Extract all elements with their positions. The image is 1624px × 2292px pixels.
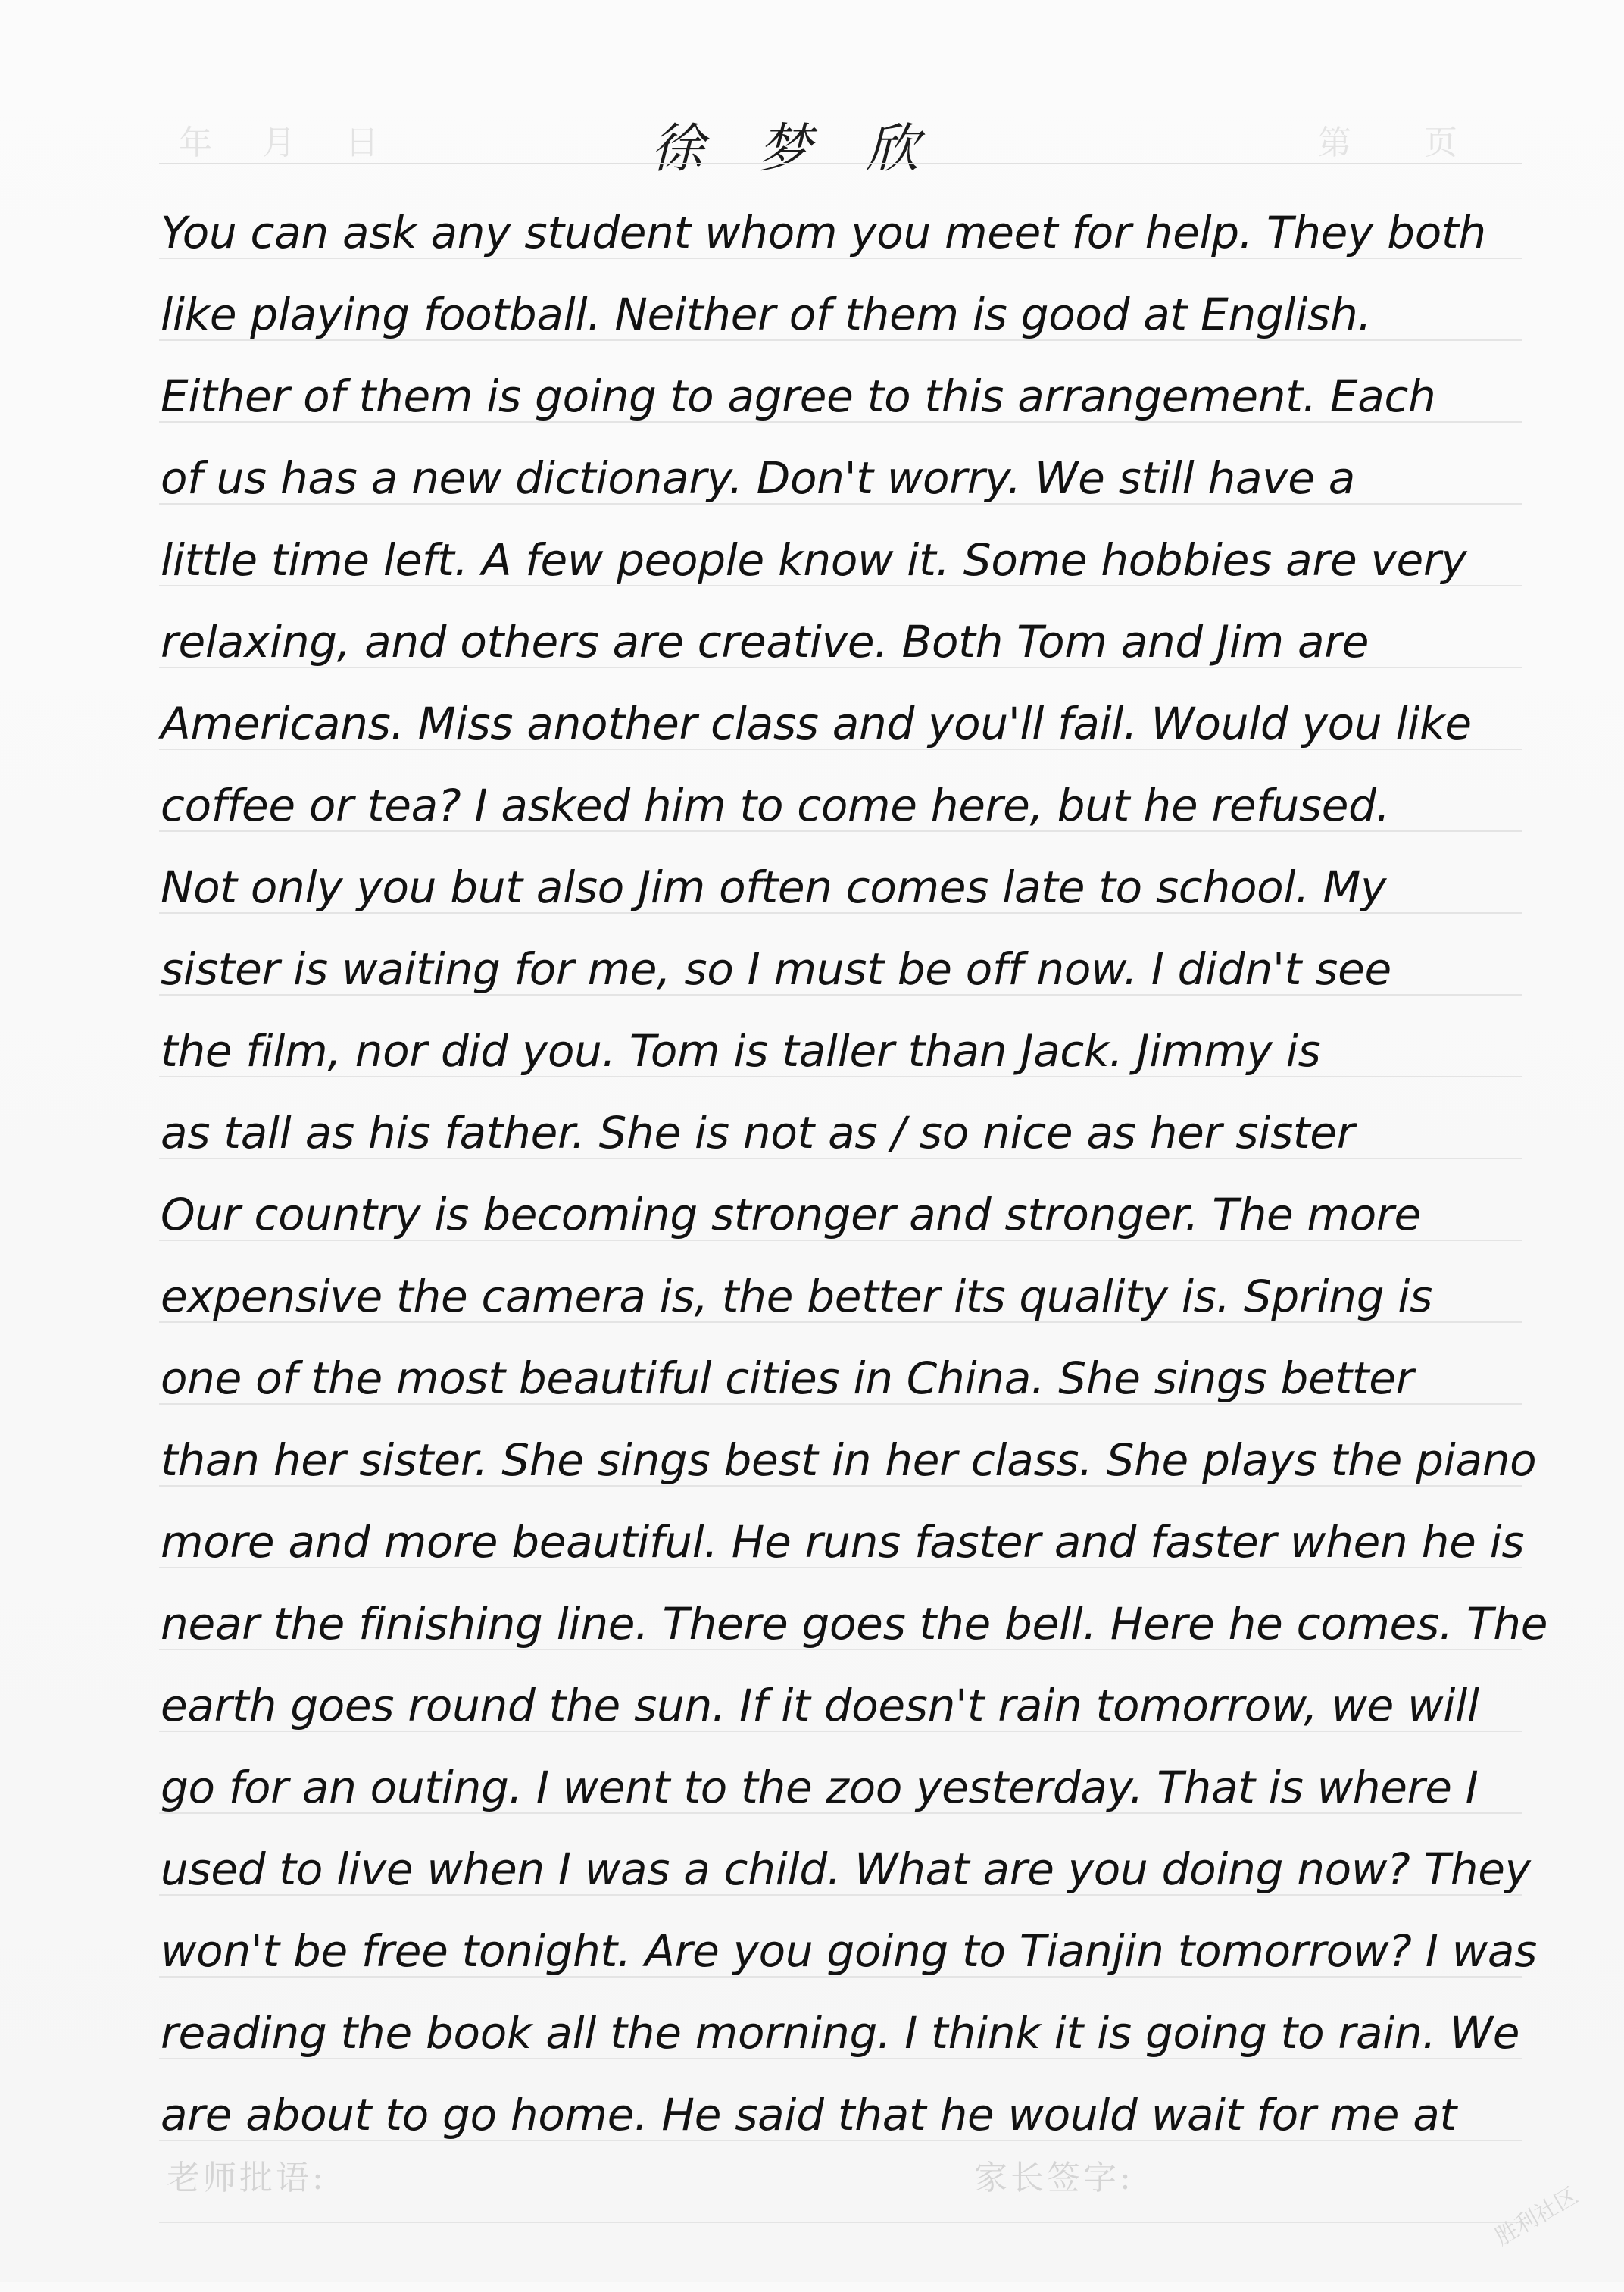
handwritten-line: won't be free tonight. Are you going to Tianjin tomorrow? I was [161, 1925, 1537, 1977]
handwritten-line: the film, nor did you. Tom is taller than Jack. Jimmy is [161, 1025, 1321, 1077]
ruled-line [159, 2222, 1522, 2223]
handwritten-line: more and more beautiful. He runs faster and faster when he is [161, 1516, 1525, 1568]
handwritten-line: reading the book all the morning. I think it is going to rain. We [161, 2007, 1520, 2059]
handwritten-line: little time left. A few people know it. Some hobbies are very [161, 534, 1467, 586]
handwritten-line: earth goes round the sun. If it doesn't rain tomorrow, we will [161, 1680, 1479, 1731]
handwritten-line: Americans. Miss another class and you'll fail. Would you like [161, 698, 1472, 749]
date-label: 年 月 日 [179, 124, 383, 162]
handwritten-line: coffee or tea? I asked him to come here, but he refused. [161, 780, 1390, 831]
author-signature: 徐梦欣 [651, 117, 973, 180]
handwritten-line: You can ask any student whom you meet for help. They both [161, 207, 1486, 258]
handwritten-line: are about to go home. He said that he would wait for me at [161, 2089, 1457, 2140]
handwritten-line: of us has a new dictionary. Don't worry. We still have a [161, 452, 1356, 504]
handwritten-line: sister is waiting for me, so I must be off now. I didn't see [161, 943, 1391, 995]
handwritten-line: used to live when I was a child. What are you doing now? They [161, 1843, 1531, 1895]
handwritten-line: than her sister. She sings best in her class. She plays the piano [161, 1434, 1537, 1486]
teacher-comment-label: 老师批语: [167, 2159, 326, 2197]
handwritten-line: relaxing, and others are creative. Both Tom and Jim are [161, 616, 1369, 668]
handwritten-line: Either of them is going to agree to this arrangement. Each [161, 371, 1436, 422]
handwritten-line: Our country is becoming stronger and stronger. The more [161, 1189, 1421, 1240]
handwritten-line: like playing football. Neither of them is good at English. [161, 289, 1372, 340]
handwritten-line: as tall as his father. She is not as / so nice as her sister [161, 1107, 1355, 1159]
page-number-label: 第 页 [1318, 124, 1462, 162]
handwritten-line: expensive the camera is, the better its quality is. Spring is [161, 1271, 1433, 1322]
handwritten-line: Not only you but also Jim often comes late to school. My [161, 861, 1387, 913]
header-rule [159, 163, 1522, 164]
parent-signature-label: 家长签字: [974, 2159, 1134, 2197]
watermark-stamp: 胜利社区 [1491, 2182, 1583, 2251]
handwritten-line: one of the most beautiful cities in China. She sings better [161, 1352, 1414, 1404]
handwritten-line: go for an outing. I went to the zoo yesterday. That is where I [161, 1762, 1479, 1813]
handwritten-line: near the finishing line. There goes the bell. Here he comes. The [161, 1598, 1548, 1649]
